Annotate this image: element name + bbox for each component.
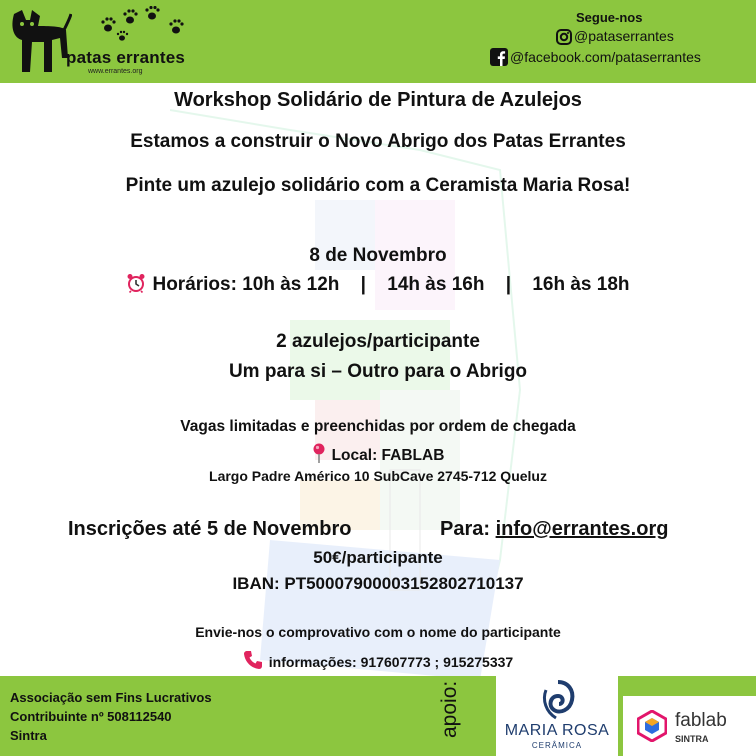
hours-label: Horários: xyxy=(152,274,237,295)
flyer-title: Workshop Solidário de Pintura de Azulejos xyxy=(174,89,582,111)
proof-note: Envie-nos o comprovativo com o nome do participante xyxy=(195,624,561,640)
iban: IBAN: PT50007900003152802710137 xyxy=(232,574,524,593)
assoc-taxid: Contribuinte nº 508112540 xyxy=(10,709,172,724)
para-label: Para: xyxy=(440,518,491,540)
slot-3: 16h às 18h xyxy=(532,274,630,295)
event-date: 8 de Novembro xyxy=(309,245,447,266)
info-phones xyxy=(0,650,756,670)
apoio-label: apoio: xyxy=(438,680,461,738)
sponsor1-name: MARIA ROSA xyxy=(504,722,610,739)
tiles-per-participant: 2 azulejos/participante xyxy=(276,331,480,352)
flyer-subtitle-shelter: Estamos a construir o Novo Abrigo dos Patas Errantes xyxy=(130,131,626,152)
event-location xyxy=(0,443,756,465)
info-phones-text: informações: 917607773 ; 915275337 xyxy=(268,654,514,670)
vagas-note: Vagas limitadas e preenchidas por ordem de chegada xyxy=(180,418,576,435)
event-hours xyxy=(0,273,756,296)
registration-contact xyxy=(440,518,668,541)
social-title: Segue-nos xyxy=(576,10,643,25)
sponsor2-name: fablab xyxy=(675,710,727,731)
brand-url[interactable]: www.errantes.org xyxy=(88,68,143,75)
facebook-handle: @facebook.com/pataserrantes xyxy=(510,49,701,65)
brand-name: patas errantes xyxy=(66,48,186,67)
sponsor-maria-rosa[interactable] xyxy=(496,676,618,756)
slot-separator: | xyxy=(360,274,366,295)
location-pin-icon xyxy=(312,443,326,463)
alarm-clock-icon xyxy=(126,273,146,293)
slot-separator: | xyxy=(505,274,512,295)
price: 50€/participante xyxy=(313,548,443,567)
phone-icon xyxy=(243,650,263,670)
assoc-city: Sintra xyxy=(10,728,47,743)
maria-rosa-rose-icon xyxy=(540,680,576,720)
tiles-detail: Um para si – Outro para o Abrigo xyxy=(228,361,528,382)
association-info xyxy=(10,688,212,745)
sponsor1-sub: CERÂMICA xyxy=(531,741,583,750)
flyer-subtitle-ceramist: Pinte um azulejo solidário com a Ceramista Maria Rosa! xyxy=(125,175,631,196)
footer-bar xyxy=(0,676,756,756)
slot-1: 10h às 12h xyxy=(242,274,340,295)
slot-2: 14h às 16h xyxy=(387,274,485,295)
registration-deadline: Inscrições até 5 de Novembro xyxy=(68,518,352,540)
fablab-cube-icon xyxy=(637,710,667,742)
email-link[interactable]: info@errantes.org xyxy=(495,518,669,540)
event-address: Largo Padre Américo 10 SubCave 2745-712 Queluz xyxy=(209,468,547,484)
instagram-handle: @pataserrantes xyxy=(574,28,674,44)
sponsor2-sub: SINTRA xyxy=(675,734,709,744)
sponsor-fablab[interactable] xyxy=(623,696,756,756)
location-label: Local: FABLAB xyxy=(331,447,445,464)
assoc-type: Associação sem Fins Lucrativos xyxy=(10,690,212,705)
